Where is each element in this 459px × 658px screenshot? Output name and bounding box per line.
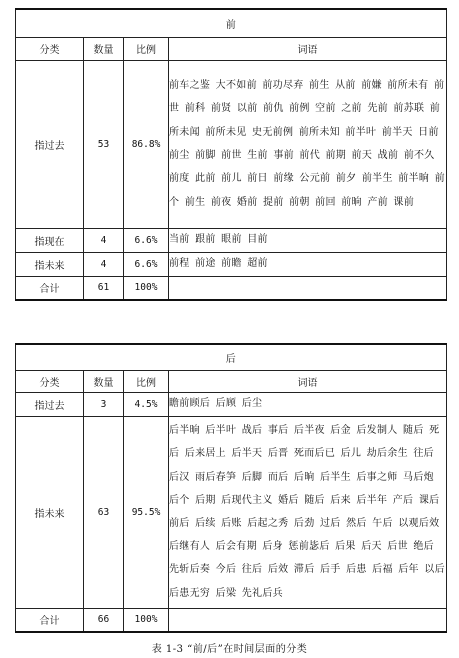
row-words: 前程 前途 前瞻 超前 (169, 252, 447, 276)
row-category: 指未来 (16, 416, 84, 608)
table-title: 前 (16, 9, 447, 37)
column-header-ratio: 比例 (124, 37, 169, 60)
row-category: 指过去 (16, 60, 84, 228)
table-caption: 表 1-3 “前/后”在时间层面的分类 (151, 644, 308, 655)
column-header-words: 词语 (169, 370, 447, 392)
row-category: 指过去 (16, 392, 84, 416)
row-count: 63 (84, 416, 124, 608)
total-label: 合计 (16, 608, 84, 632)
row-count: 4 (84, 252, 124, 276)
row-words: 瞻前顾后 后顾 后尘 (169, 392, 447, 416)
table-row (16, 252, 447, 276)
column-header-count: 数量 (84, 370, 124, 392)
table-row (16, 60, 447, 228)
total-count: 61 (84, 276, 124, 300)
row-category: 指未来 (16, 252, 84, 276)
total-label: 合计 (16, 276, 84, 300)
row-ratio: 95.5% (124, 416, 169, 608)
total-row (16, 276, 447, 300)
back-classification-table (15, 343, 447, 633)
row-words: 前车之鉴 大不如前 前功尽弃 前生 从前 前嫌 前所未有 前世 前科 前贤 以前 前仇 前例 空前 之前 先前 前苏联 前所未闻 前所未见 史无前例 前所未知 前半叶 前半天 日前 前尘 前脚 前世 生前 事前 前代 前期 前天 战前 前不久 前度 此前 前儿 前日 前缘 公元前 前夕 前半生 前半晌 前个 前生 前夜 婚前 提前 前朝 前回 前晌 产前 课前 (169, 60, 447, 228)
column-header-category: 分类 (16, 370, 84, 392)
row-category: 指现在 (16, 228, 84, 252)
total-ratio: 100% (124, 608, 169, 632)
row-words: 后半晌 后半叶 战后 事后 后半夜 后金 后发制人 随后 死后 后来居上 后半天 后晋 死而后已 后儿 劫后余生 往后 后汉 雨后春笋 后脚 而后 后晌 后半生 后事之师 马后炮 后个 后期 后现代主义 婚后 随后 后来 后半年 产后 课后 前后 后续 后账 后起之秀 后劲 过后 然后 午后 以观后效 后继有人 后会有期 后身 惩前毖后 后果 后天 后世 绝后 先斩后奏 今后 往后 后效 滞后 后手 后患 后福 后年 以后 后患无穷 后梁 先礼后兵 (169, 416, 447, 608)
row-ratio: 6.6% (124, 252, 169, 276)
row-ratio: 6.6% (124, 228, 169, 252)
column-header-count: 数量 (84, 37, 124, 60)
row-count: 4 (84, 228, 124, 252)
row-words: 当前 跟前 眼前 目前 (169, 228, 447, 252)
column-header-ratio: 比例 (124, 370, 169, 392)
table-title: 后 (16, 344, 447, 370)
total-words-empty (169, 608, 447, 632)
row-count: 53 (84, 60, 124, 228)
front-classification-table (15, 8, 447, 301)
total-count: 66 (84, 608, 124, 632)
total-ratio: 100% (124, 276, 169, 300)
table-row (16, 416, 447, 608)
row-count: 3 (84, 392, 124, 416)
column-header-words: 词语 (169, 37, 447, 60)
table-row (16, 392, 447, 416)
row-ratio: 4.5% (124, 392, 169, 416)
total-words-empty (169, 276, 447, 300)
column-header-category: 分类 (16, 37, 84, 60)
row-ratio: 86.8% (124, 60, 169, 228)
table-row (16, 228, 447, 252)
total-row (16, 608, 447, 632)
